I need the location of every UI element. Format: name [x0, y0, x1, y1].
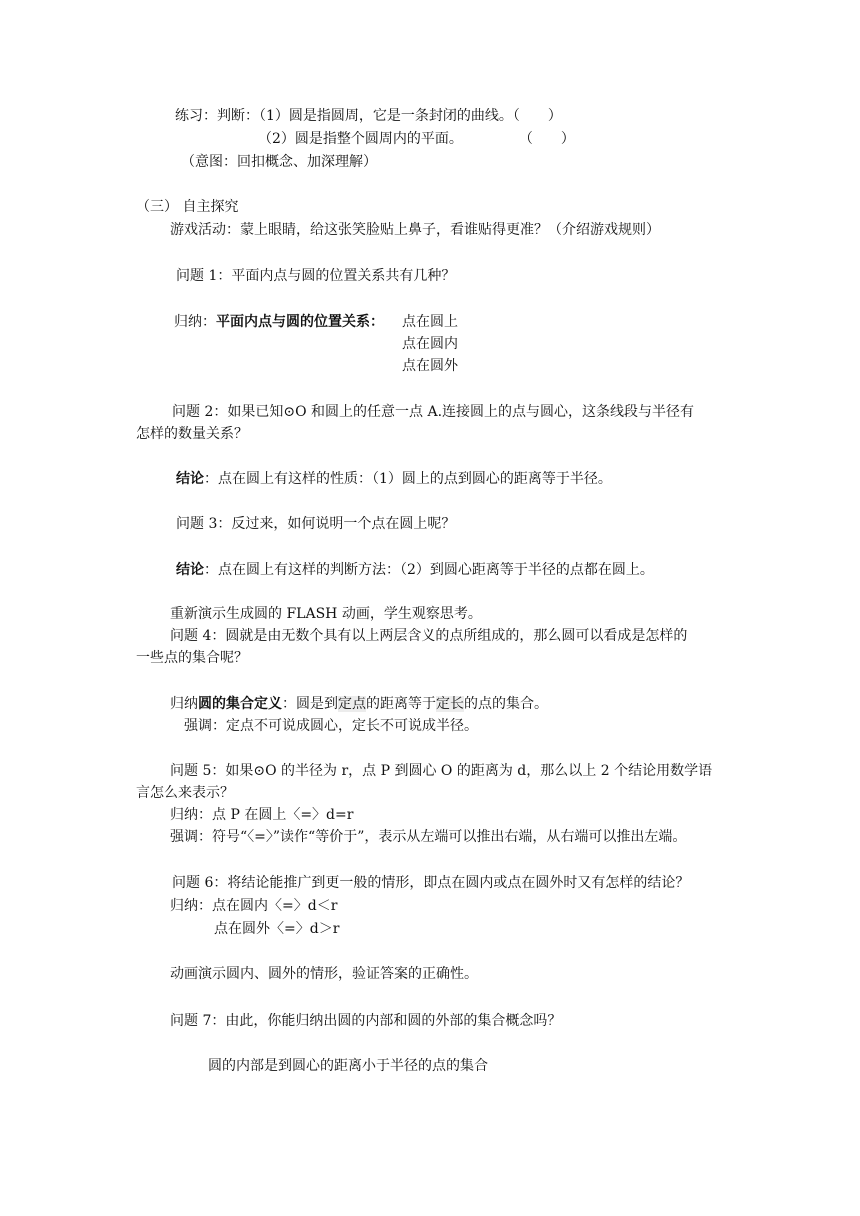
game-activity: 游戏活动：蒙上眼睛，给这张笑脸贴上鼻子，看谁贴得更准？（介绍游戏规则） — [170, 222, 660, 238]
q6-summary-inside: 归纳：点在圆内〈=〉d＜r — [170, 898, 338, 914]
question-4-line-1: 问题 4：圆就是由无数个具有以上两层含义的点所组成的，那么圆可以看成是怎样的 — [170, 628, 688, 644]
question-7: 问题 7：由此，你能归纳出圆的内部和圆的外部的集合概念吗？ — [170, 1013, 562, 1029]
practice-intent: （意图：回扣概念、加深理解） — [181, 154, 377, 170]
question-1: 问题 1：平面内点与圆的位置关系共有几种？ — [176, 268, 456, 284]
q3-conclusion — [176, 560, 654, 580]
question-3: 问题 3：反过来，如何说明一个点在圆上呢？ — [176, 516, 456, 532]
q1-summary — [174, 312, 384, 332]
highlight-fixed-length: 定长 — [436, 696, 464, 712]
circle-interior-definition: 圆的内部是到圆心的距离小于半径的点的集合 — [208, 1058, 488, 1074]
question-2-line-1: 问题 2：如果已知⊙O 和圆上的任意一点 A.连接圆上的点与圆心，这条线段与半径有 — [172, 404, 695, 420]
definition-part-b: 的距离等于 — [366, 696, 436, 712]
question-5-line-2: 言怎么来表示？ — [136, 785, 234, 801]
practice-line-1: 练习：判断：（1）圆是指圆周，它是一条封闭的曲线。（ ） — [175, 108, 562, 124]
q2-conclusion-text: ：点在圆上有这样的性质：（1）圆上的点到圆心的距离等于半径。 — [204, 471, 612, 487]
q5-summary: 归纳：点 P 在圆上〈=〉d=r — [170, 807, 354, 823]
question-6: 问题 6：将结论能推广到更一般的情形，即点在圆内或点在圆外时又有怎样的结论？ — [172, 875, 690, 891]
practice-line-2: （2）圆是指整个圆周内的平面。 （ ） — [258, 131, 575, 147]
q1-option-2: 点在圆内 — [402, 336, 458, 352]
section-heading: （三） 自主探究 — [136, 199, 239, 215]
q3-conclusion-label: 结论 — [176, 562, 204, 578]
definition-prefix: 归纳 — [170, 696, 198, 712]
highlight-fixed-point: 定点 — [338, 696, 366, 712]
q1-option-1: 点在圆上 — [402, 314, 458, 330]
question-4-line-2: 一些点的集合呢？ — [136, 650, 248, 666]
q5-emphasis: 强调：符号“〈=〉”读作“等价于”，表示从左端可以推出右端，从右端可以推出左端。 — [170, 829, 687, 845]
definition-part-a: ：圆是到 — [282, 696, 338, 712]
q6-summary-outside: 点在圆外〈=〉d＞r — [214, 921, 340, 937]
q4-emphasis: 强调：定点不可说成圆心，定长不可说成半径。 — [184, 718, 478, 734]
q1-summary-prefix: 归纳： — [174, 314, 216, 330]
q2-conclusion — [176, 469, 612, 489]
q1-summary-bold: 平面内点与圆的位置关系： — [216, 314, 384, 330]
q3-conclusion-text: ：点在圆上有这样的判断方法：（2）到圆心距离等于半径的点都在圆上。 — [204, 562, 654, 578]
flash-demo-note: 重新演示生成圆的 FLASH 动画，学生观察思考。 — [170, 606, 482, 622]
question-2-line-2: 怎样的数量关系？ — [136, 426, 248, 442]
q1-option-3: 点在圆外 — [402, 358, 458, 374]
definition-part-c: 的点的集合。 — [464, 696, 548, 712]
animation-demo-note: 动画演示圆内、圆外的情形，验证答案的正确性。 — [170, 966, 478, 982]
question-5-line-1: 问题 5：如果⊙O 的半径为 r，点 P 到圆心 O 的距离为 d，那么以上 2 个结论用数学语 — [170, 763, 713, 779]
q2-conclusion-label: 结论 — [176, 471, 204, 487]
definition-title: 圆的集合定义 — [198, 696, 282, 712]
circle-set-definition — [170, 694, 548, 714]
